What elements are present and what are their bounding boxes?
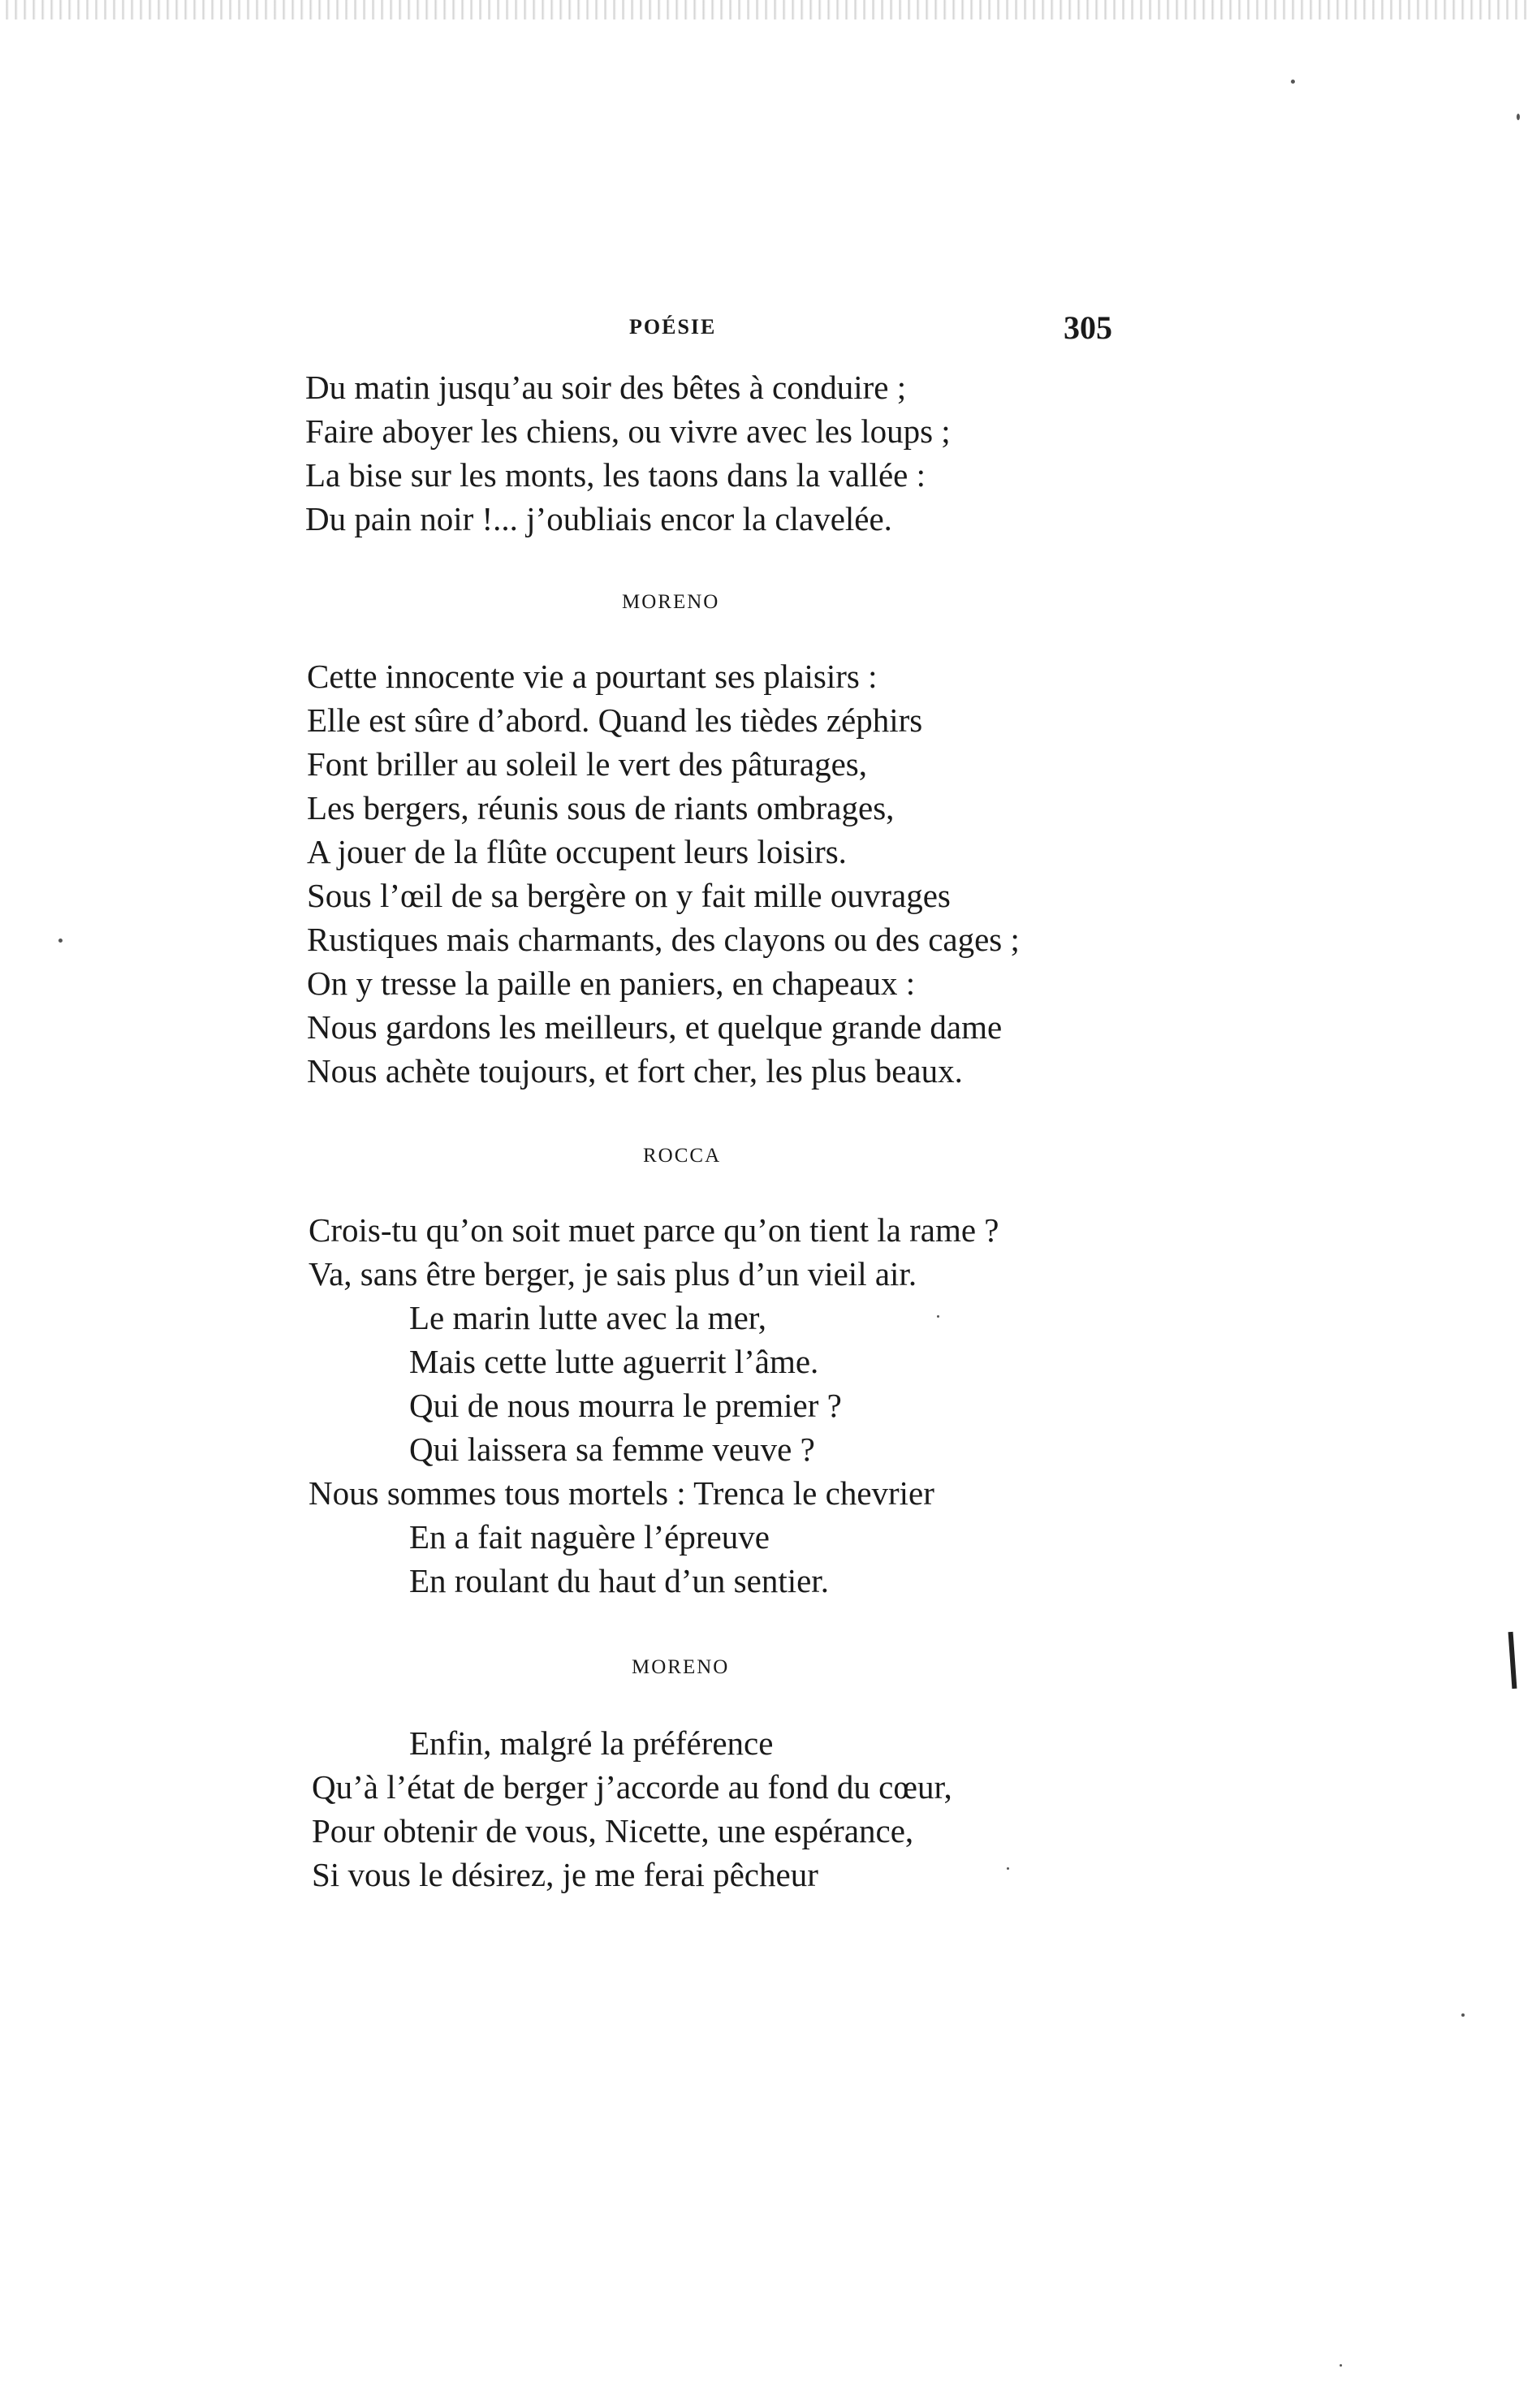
verse-line-indented: Le marin lutte avec la mer, [409,1299,767,1336]
verse-line-indented: Enfin, malgré la préférence [409,1724,774,1762]
scan-speck [1340,2364,1342,2367]
scan-artifact-mark [1508,1632,1517,1689]
verse-line: Du pain noir !... j’oubliais encor la clavelée. [305,500,892,537]
verse-line: Nous gardons les meilleurs, et quelque grande dame [307,1008,1003,1046]
running-head: POÉSIE [629,315,717,339]
verse-line: Font briller au soleil le vert des pâturages, [307,745,867,783]
speaker-name: MORENO [632,1656,730,1678]
verse-line: Si vous le désirez, je me ferai pêcheur [312,1856,818,1893]
verse-line: Va, sans être berger, je sais plus d’un vieil air. [309,1255,917,1292]
verse-line-indented: Qui laissera sa femme veuve ? [409,1431,815,1468]
page-header [309,309,1112,357]
verse-line: Nous sommes tous mortels : Trenca le chevrier [309,1474,934,1512]
verse-line: Les bergers, réunis sous de riants ombrages, [307,789,895,826]
scan-edge-noise [0,0,1532,19]
verse-line: Faire aboyer les chiens, ou vivre avec les loups ; [305,412,951,450]
verse-line: On y tresse la paille en paniers, en chapeaux : [307,964,916,1002]
verse-line: Nous achète toujours, et fort cher, les plus beaux. [307,1052,963,1090]
verse-line: A jouer de la flûte occupent leurs loisirs. [307,833,847,870]
verse-line: Rustiques mais charmants, des clayons ou des cages ; [307,921,1020,958]
verse-line-indented: En roulant du haut d’un sentier. [409,1562,829,1599]
verse-line: Elle est sûre d’abord. Quand les tièdes zéphirs [307,701,923,739]
verse-line: Cette innocente vie a pourtant ses plaisirs : [307,658,878,695]
verse-line: Sous l’œil de sa bergère on y fait mille ouvrages [307,877,951,914]
scan-speck [58,939,63,943]
scan-speck [1291,80,1295,84]
verse-line: La bise sur les monts, les taons dans la vallée : [305,456,926,494]
verse-line: Du matin jusqu’au soir des bêtes à conduire ; [305,369,907,406]
scan-speck [1007,1867,1009,1870]
verse-line: Crois-tu qu’on soit muet parce qu’on tient la rame ? [309,1211,999,1249]
verse-line: Qu’à l’état de berger j’accorde au fond du cœur, [312,1768,952,1806]
speaker-name: MORENO [622,591,720,613]
scan-speck [1461,2013,1465,2017]
speaker-name: ROCCA [643,1145,722,1167]
scan-speck [1517,114,1520,120]
page-number: 305 [1064,309,1112,346]
verse-line-indented: En a fait naguère l’épreuve [409,1518,770,1556]
verse-line: Pour obtenir de vous, Nicette, une espérance, [312,1812,914,1849]
verse-line-indented: Mais cette lutte aguerrit l’âme. [409,1343,819,1380]
scan-speck [937,1315,939,1318]
verse-line-indented: Qui de nous mourra le premier ? [409,1387,842,1424]
